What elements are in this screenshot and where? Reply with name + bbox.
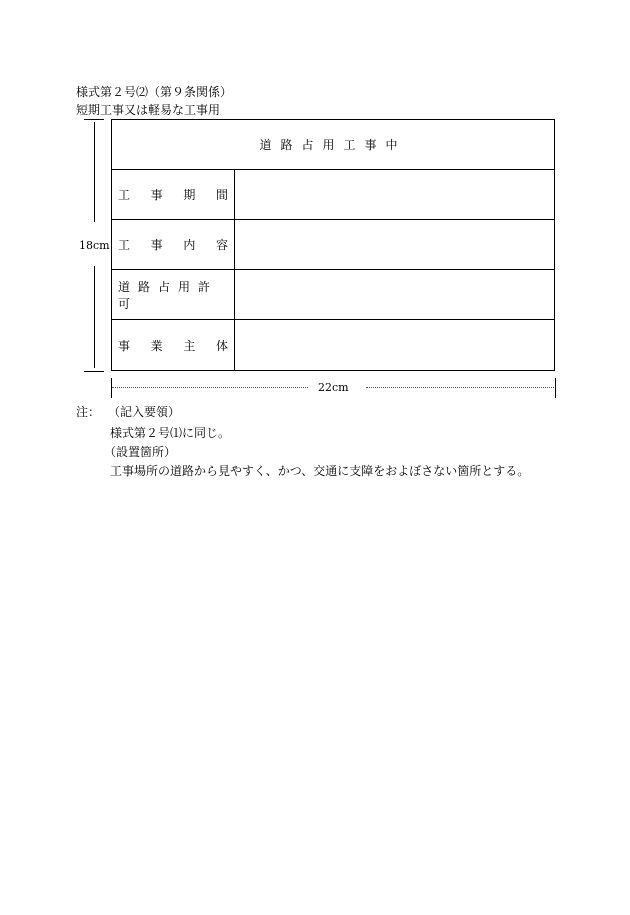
row-road-occupancy-permit xyxy=(112,270,554,320)
row-construction-content xyxy=(112,220,554,270)
height-dimension-label: 18cm xyxy=(79,239,110,252)
label-char: 期 xyxy=(183,188,196,202)
height-dimension-line-top xyxy=(94,122,95,222)
note-place-body: 工事場所の道路から見やすく、かつ、交通に支障をおよぼさない箇所とする。 xyxy=(110,464,530,478)
row-construction-period xyxy=(112,170,554,220)
note-place-heading: （設置箇所） xyxy=(104,445,177,459)
width-dimension-label: 22cm xyxy=(318,381,349,394)
form-number: 様式第２号⑵（第９条関係） xyxy=(76,85,233,99)
form-subtitle: 短期工事又は軽易な工事用 xyxy=(76,103,221,117)
note-fill-heading: （記入要領） xyxy=(108,405,181,419)
row-business-entity xyxy=(112,320,554,370)
label-char: 事 xyxy=(150,238,163,252)
label-char: 内 xyxy=(183,238,196,252)
row-value-business-entity xyxy=(235,320,554,370)
width-dimension-left-tick xyxy=(111,378,112,398)
height-dimension-bottom-tick xyxy=(84,371,104,372)
row-label-business-entity xyxy=(112,320,235,370)
label-char: 体 xyxy=(215,338,228,353)
row-label-construction-period xyxy=(112,170,235,219)
label-char: 主 xyxy=(183,338,196,353)
label-char: 事 xyxy=(150,188,163,202)
height-dimension-line-bottom xyxy=(94,266,95,368)
note-fill-body: 様式第２号⑴に同じ。 xyxy=(110,426,231,440)
row-label-road-occupancy-permit: 道路占用許可 xyxy=(112,270,235,319)
row-value-construction-content xyxy=(235,220,554,269)
row-value-construction-period xyxy=(235,170,554,219)
label-char: 工 xyxy=(118,188,131,202)
width-dimension-line-right xyxy=(366,387,554,388)
row-value-road-occupancy-permit xyxy=(235,270,554,319)
label-char: 容 xyxy=(215,238,228,252)
width-dimension-right-tick xyxy=(555,378,556,398)
label-char: 業 xyxy=(150,338,163,353)
width-dimension-line-left xyxy=(112,387,308,388)
note-heading: 注： xyxy=(76,405,101,419)
label-char: 間 xyxy=(215,188,228,202)
row-label-construction-content xyxy=(112,220,235,269)
label-char: 工 xyxy=(118,238,131,252)
sign-table xyxy=(111,119,555,371)
label-char: 事 xyxy=(118,338,131,353)
sign-title: 道路占用工事中 xyxy=(112,120,554,170)
height-dimension-top-tick xyxy=(84,119,104,120)
